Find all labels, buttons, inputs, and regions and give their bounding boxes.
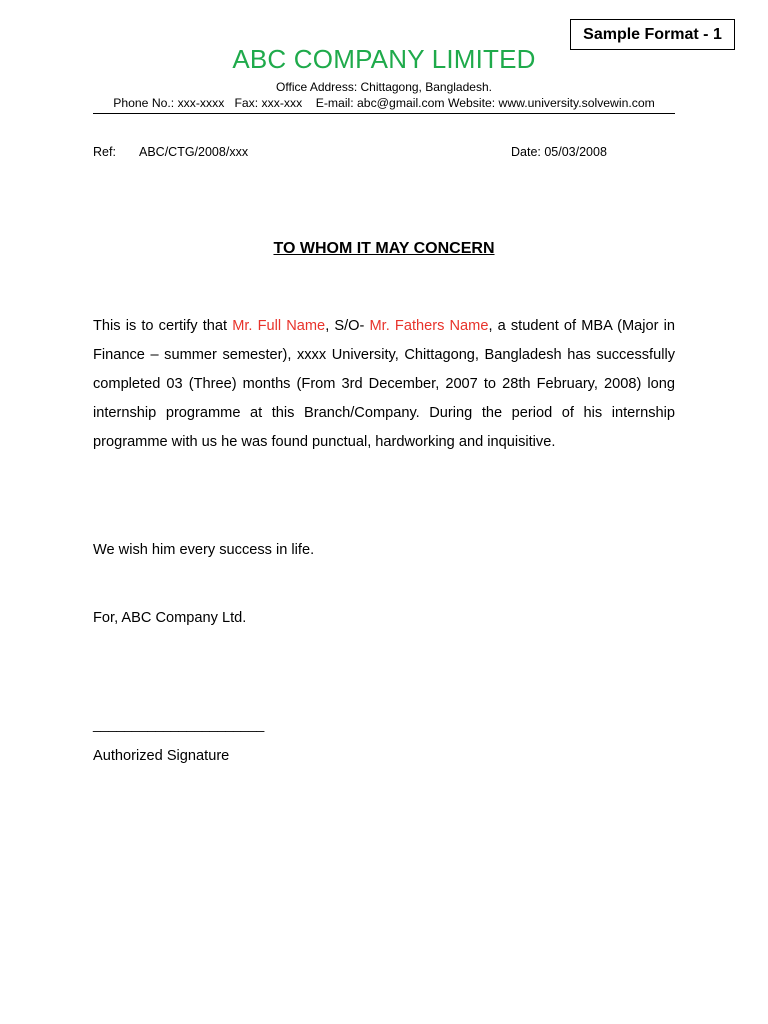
company-name: ABC COMPANY LIMITED (232, 44, 536, 74)
student-full-name: Mr. Full Name (232, 318, 326, 334)
ref-value: ABC/CTG/2008/xxx (139, 145, 249, 159)
body-text-3: , a student of MBA (Major in Finance – summer semester), xxxx University, Chittagong, Bangladesh has successfully completed 03 (Three) months (From 3rd December, 2007 to 28th February, 2008) long internship programme at this Branch/Company. During the period of his internship programme with us he was found punctual, hardworking and inquisitive. (93, 318, 675, 450)
father-name: Mr. Fathers Name (369, 318, 489, 334)
ref-label: Ref: (93, 145, 116, 159)
authorized-signature-label: Authorized Signature (93, 748, 230, 764)
certificate-body (93, 312, 675, 457)
signature-line: ______________________ (93, 716, 265, 732)
header-divider (93, 113, 675, 114)
closing-wish: We wish him every success in life. (93, 542, 315, 558)
office-address: Office Address: Chittagong, Bangladesh. (276, 80, 492, 94)
contact-line: Phone No.: xxx-xxxx Fax: xxx-xxx E-mail: abc@gmail.com Website: www.university.solvewin.com (113, 96, 655, 110)
sample-format-label: Sample Format - 1 (570, 19, 735, 50)
body-text-2: , S/O- (325, 318, 370, 334)
letter-heading: TO WHOM IT MAY CONCERN (273, 240, 495, 257)
letter-date: Date: 05/03/2008 (511, 145, 607, 159)
for-company-line: For, ABC Company Ltd. (93, 610, 247, 626)
body-text-1: This is to certify that (93, 318, 233, 334)
